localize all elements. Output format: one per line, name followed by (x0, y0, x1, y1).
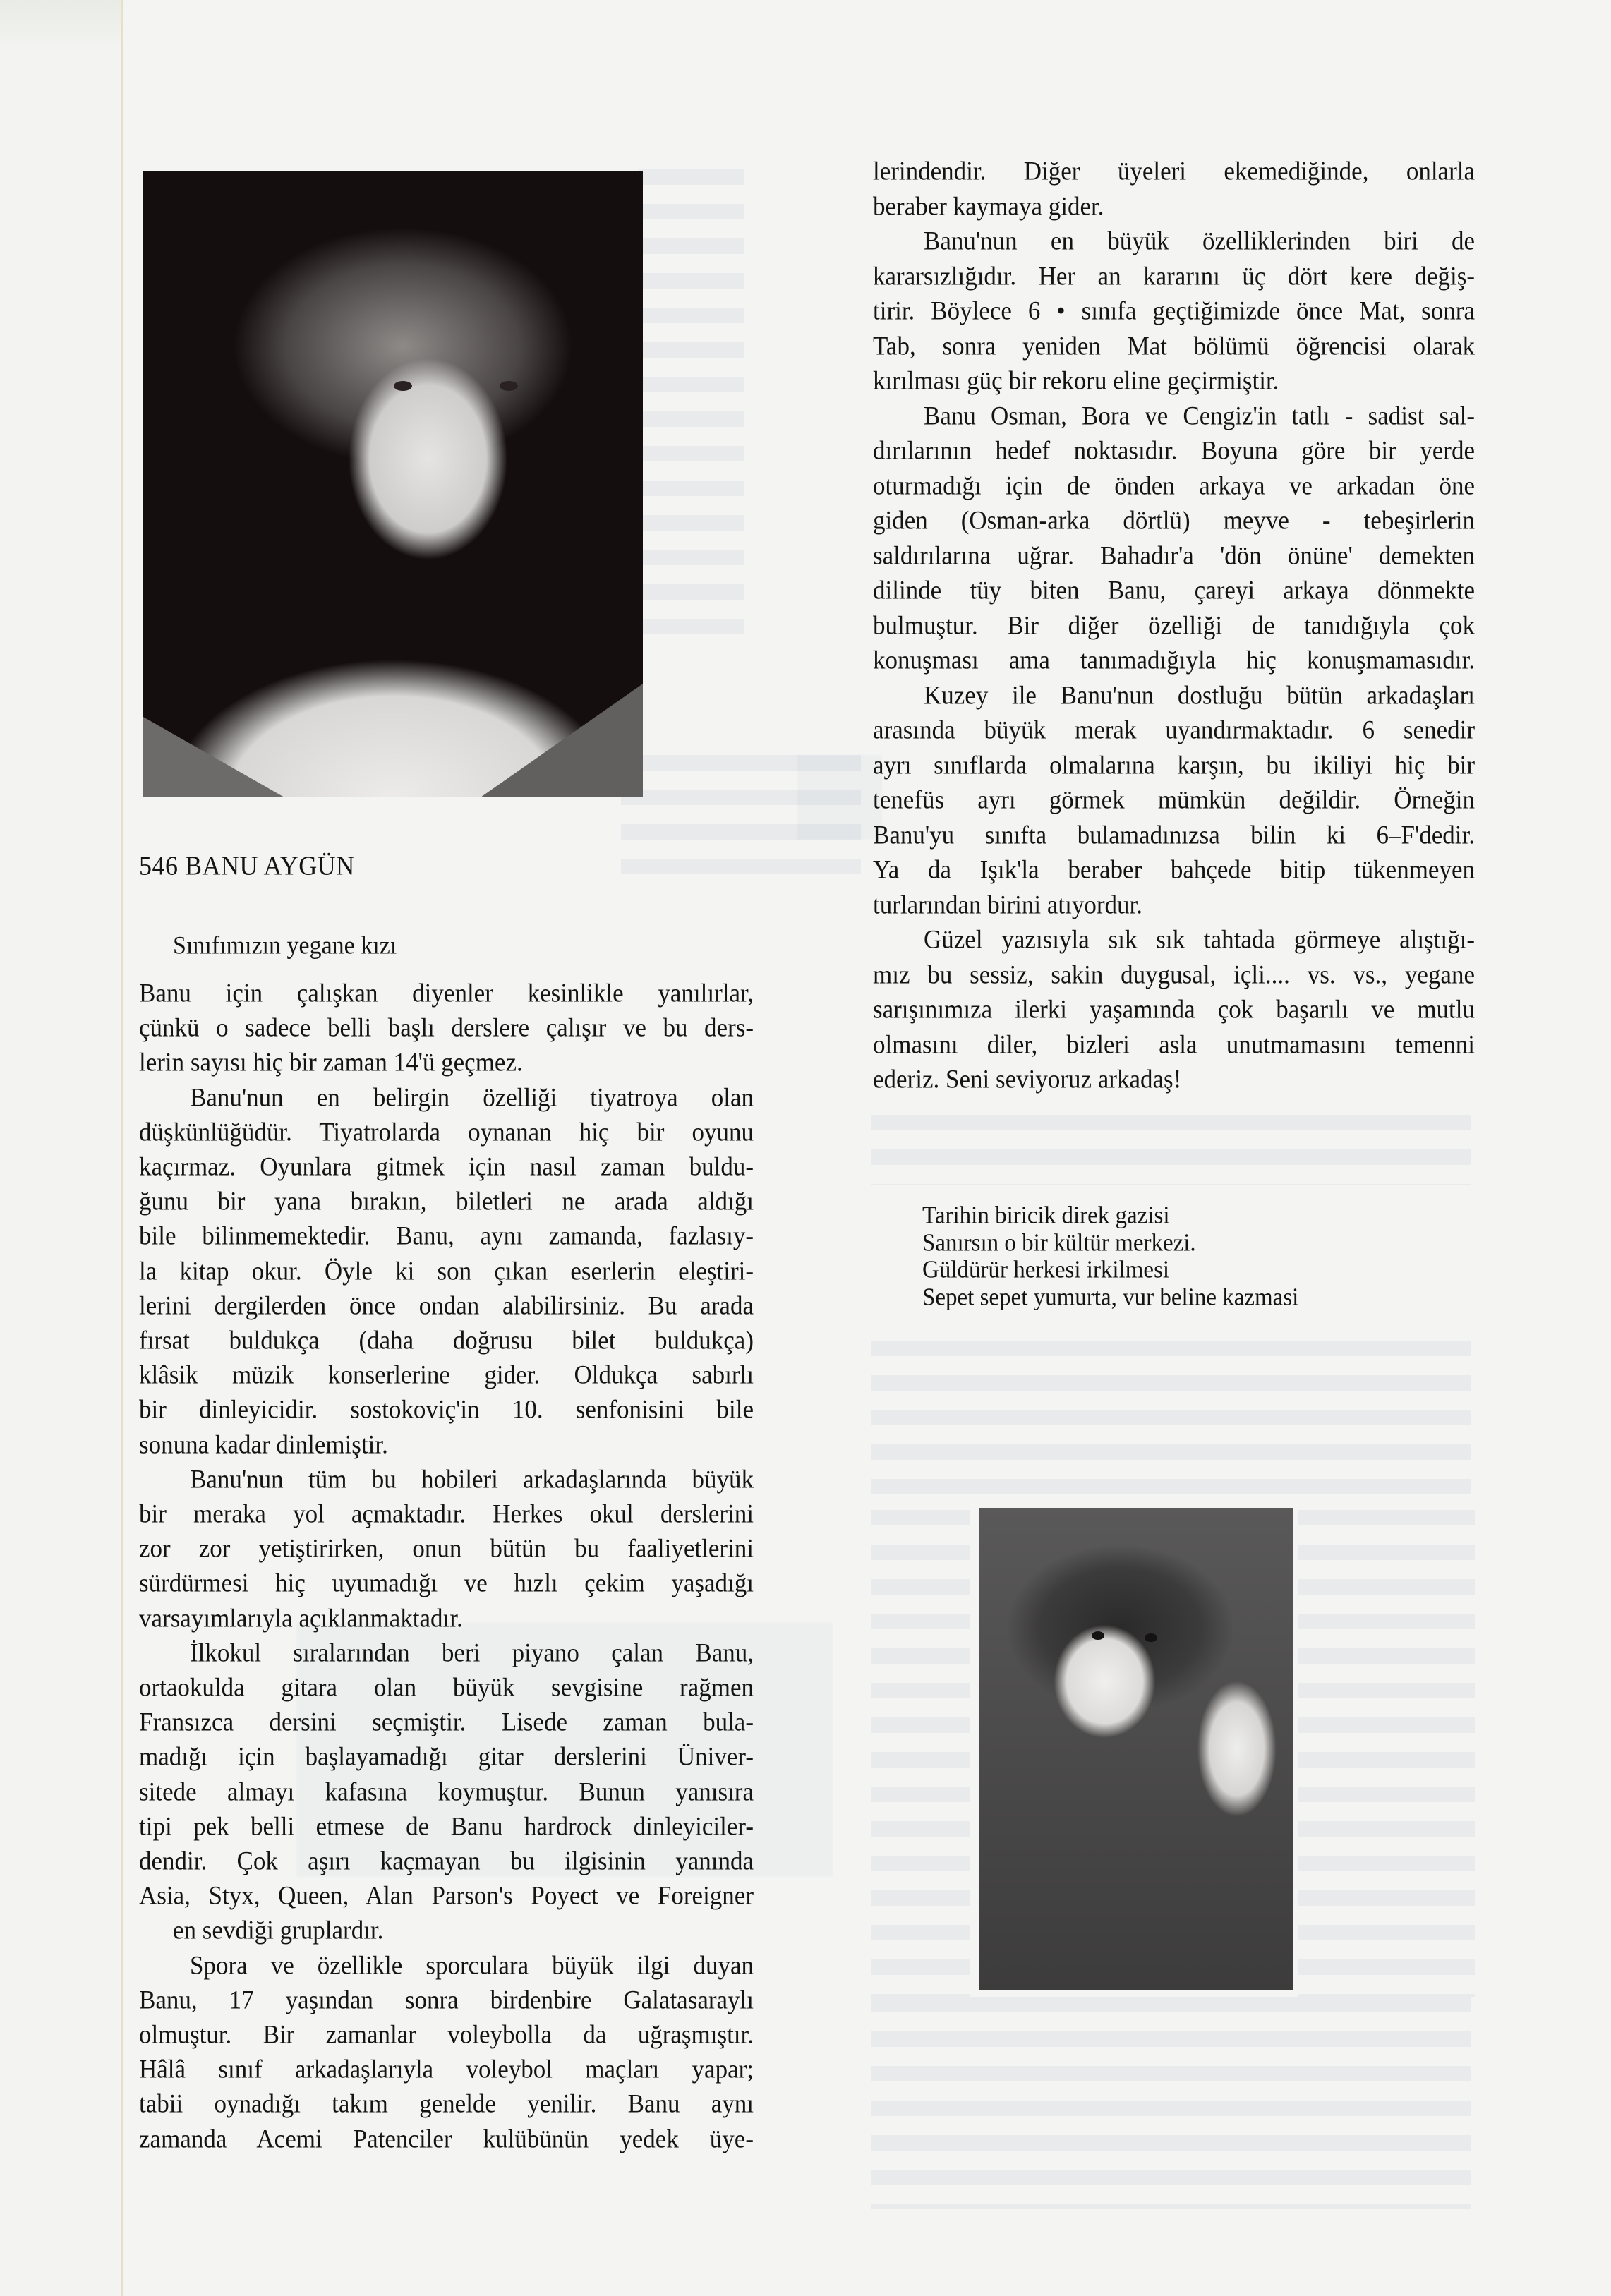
text-line: Fransızca dersini seçmiştir. Lisede zaman bula- (139, 1708, 754, 1737)
text-line: Banu Osman, Bora ve Cengiz'in tatlı - sadist sal- (924, 401, 1475, 430)
poem-line: Sepet sepet yumurta, vur beline kazmasi (922, 1283, 1299, 1311)
text-line: Güzel yazısıyla sık sık tahtada görmeye alıştığı- (924, 925, 1475, 954)
text-line: sonuna kadar dinlemiştir. (139, 1430, 388, 1459)
text-line: giden (Osman-arka dörtlü) meyve - tebeşirlerin (873, 506, 1475, 535)
text-line: tenefüs ayrı görmek mümkün değildir. Örneğin (873, 785, 1475, 814)
text-line: beraber kaymaya gider. (873, 191, 1104, 221)
text-line: Banu'nun en büyük özelliklerinden biri de (924, 226, 1475, 255)
text-line: kararsızlığıdır. Her an kararını üç dört kere değiş- (873, 261, 1475, 291)
text-line: olmasını diler, bizleri asla unutmamasını temenni (873, 1029, 1475, 1059)
text-line: sitede almayı kafasına koymuştur. Bunun yanısıra (139, 1777, 754, 1806)
text-line: Tab, sonra yeniden Mat bölümü öğrencisi olarak (873, 331, 1475, 361)
bleed-through-text (871, 1115, 1471, 1185)
text-line: ortaokulda gitara olan büyük sevgisine rağmen (139, 1673, 754, 1702)
text-line: Hâlâ sınıf arkadaşlarıyla voleybol maçları yapar; (139, 2055, 754, 2084)
text-line: mız bu sessiz, sakin duygusal, içli.... vs. vs., yegane (873, 960, 1475, 989)
poem-line: Güldürür herkesi irkilmesi (922, 1257, 1170, 1283)
bleed-through-text (1298, 1510, 1475, 1997)
text-line: Asia, Styx, Queen, Alan Parson's Poyect ve Foreigner (139, 1881, 754, 1911)
text-line: bulmuştur. Bir diğer özelliği de tanıdığıyla çok (873, 610, 1475, 640)
text-line: bile bilinmemektedir. Banu, aynı zamanda, fazlasıy- (139, 1221, 754, 1251)
bleed-through-text (871, 1510, 970, 1997)
text-line: ederiz. Seni seviyoruz arkadaş! (873, 1065, 1182, 1094)
text-line: İlkokul sıralarından beri piyano çalan Banu, (190, 1638, 754, 1667)
text-line: tipi pek belli etmese de Banu hardrock dinleyiciler- (139, 1811, 754, 1841)
text-line: dırılarının hedef noktasıdır. Boyuna göre bir yerde (873, 436, 1475, 465)
text-line: ğunu bir yana bırakın, biletleri ne arada aldığı (139, 1187, 754, 1216)
text-line: sarışınımıza ilerki yaşamında çok başarılı ve mutlu (873, 995, 1475, 1024)
text-line: varsayımlarıyla açıklanmaktadır. (139, 1603, 463, 1633)
bleed-through-text (639, 169, 744, 649)
text-line: turlarından birini atıyordur. (873, 890, 1142, 919)
text-line: çünkü o sadece belli başlı derslere çalışır ve bu ders- (139, 1013, 754, 1043)
text-line: ayrı sınıflarda olmalarına karşın, bu ikiliyi hiç bir (873, 750, 1475, 780)
text-line: en sevdiği gruplardır. (173, 1916, 384, 1945)
text-line: Banu için çalışkan diyenler kesinlikle yanılırlar, (139, 979, 754, 1008)
student-subtitle: Sınıfımızın yegane kızı (173, 932, 397, 960)
text-line: Banu, 17 yaşından sonra birdenbire Galatasaraylı (139, 1985, 754, 2014)
child-eye (1145, 1633, 1157, 1642)
text-line: kırılması güç bir rekoru eline geçirmiştir. (873, 366, 1279, 395)
text-line: arasında büyük merak uyandırmaktadır. 6 senedir (873, 715, 1475, 744)
text-line: madığı için başlayamadığı gitar derslerini Üniver- (139, 1742, 754, 1772)
text-line: Spora ve özellikle sporculara büyük ilgi duyan (190, 1950, 754, 1980)
text-line: düşkünlüğüdür. Tiyatrolarda oynanan hiç bir oyunu (139, 1117, 754, 1147)
text-line: bir meraka yol açmaktadır. Herkes okul derslerini (139, 1499, 754, 1528)
text-line: bir dinleyicidir. sostokoviç'in 10. senfonisini bile (139, 1395, 754, 1425)
portrait-vest-left (143, 663, 284, 797)
text-line: klâsik müzik konserlerine gider. Oldukça sabırlı (139, 1360, 754, 1390)
text-line: dilinde tüy biten Banu, çareyi arkaya dönmekte (873, 576, 1475, 605)
text-line: Ya da Işık'la beraber bahçede bitip tükenmeyen (873, 855, 1475, 884)
childhood-photo (979, 1508, 1293, 1990)
text-line: dendir. Çok aşırı kaçmayan bu ilgisinin yanında (139, 1847, 754, 1875)
text-line: Banu'nun tüm bu hobileri arkadaşlarında büyük (190, 1464, 754, 1494)
text-line: zor zor yetiştirirken, onun bütün bu faaliyetlerini (139, 1534, 754, 1564)
portrait-photo (143, 171, 643, 797)
text-line: la kitap okur. Öyle ki son çıkan eserlerin eleştiri- (139, 1256, 754, 1286)
bleed-through-shade (797, 755, 882, 840)
text-line: Banu'yu sınıfta bulamadınızsa bilin ki 6–F'dedir. (873, 820, 1475, 850)
poem-line: Tarihin biricik direk gazisi (922, 1202, 1170, 1229)
portrait-vest-right (481, 635, 643, 797)
portrait-eye (500, 381, 518, 391)
bleed-through-text (871, 1341, 1471, 1503)
portrait-eye (394, 381, 412, 391)
text-line: Banu'nun en belirgin özelliği tiyatroya olan (190, 1082, 754, 1112)
text-line: saldırılarına uğrar. Bahadır'a 'dön önüne' demekten (873, 540, 1475, 570)
text-line: oturmadığı için de önden arkaya ve arkadan öne (873, 471, 1475, 500)
text-line: lerin sayısı hiç bir zaman 14'ü geçmez. (139, 1048, 523, 1077)
text-line: lerindendir. Diğer üyeleri ekemediğinde, onlarla (873, 157, 1475, 186)
text-line: kaçırmaz. Oyunlara gitmek için nasıl zaman buldu- (139, 1152, 754, 1181)
text-line: sürdürmesi hiç uyumadığı ve hızlı çekim yaşadığı (139, 1569, 754, 1598)
bleed-through-text (871, 1997, 1471, 2209)
text-line: Kuzey ile Banu'nun dostluğu bütün arkadaşları (924, 680, 1475, 710)
text-line: konuşması ama tanımadığıyla hiç konuşmamasıdır. (873, 646, 1475, 675)
text-line: tirir. Böylece 6 • sınıfa geçtiğimizde önce Mat, sonra (873, 296, 1475, 325)
text-line: tabii oynadığı takım genelde yenilir. Banu aynı (139, 2089, 754, 2119)
text-line: lerini dergilerden önce ondan alabilirsiniz. Bu arada (139, 1291, 754, 1320)
student-name-heading: 546 BANU AYGÜN (139, 851, 355, 881)
text-line: olmuştur. Bir zamanlar voleybolla da uğraşmıştır. (139, 2020, 754, 2049)
text-line: fırsat buldukça (daha doğrusu bilet buldukça) (139, 1326, 754, 1355)
poem-line: Sanırsın o bir kültür merkezi. (922, 1229, 1196, 1257)
text-line: zamanda Acemi Patenciler kulübünün yedek üye- (139, 2124, 754, 2153)
child-eye (1092, 1631, 1104, 1640)
page-shadow (0, 0, 121, 45)
